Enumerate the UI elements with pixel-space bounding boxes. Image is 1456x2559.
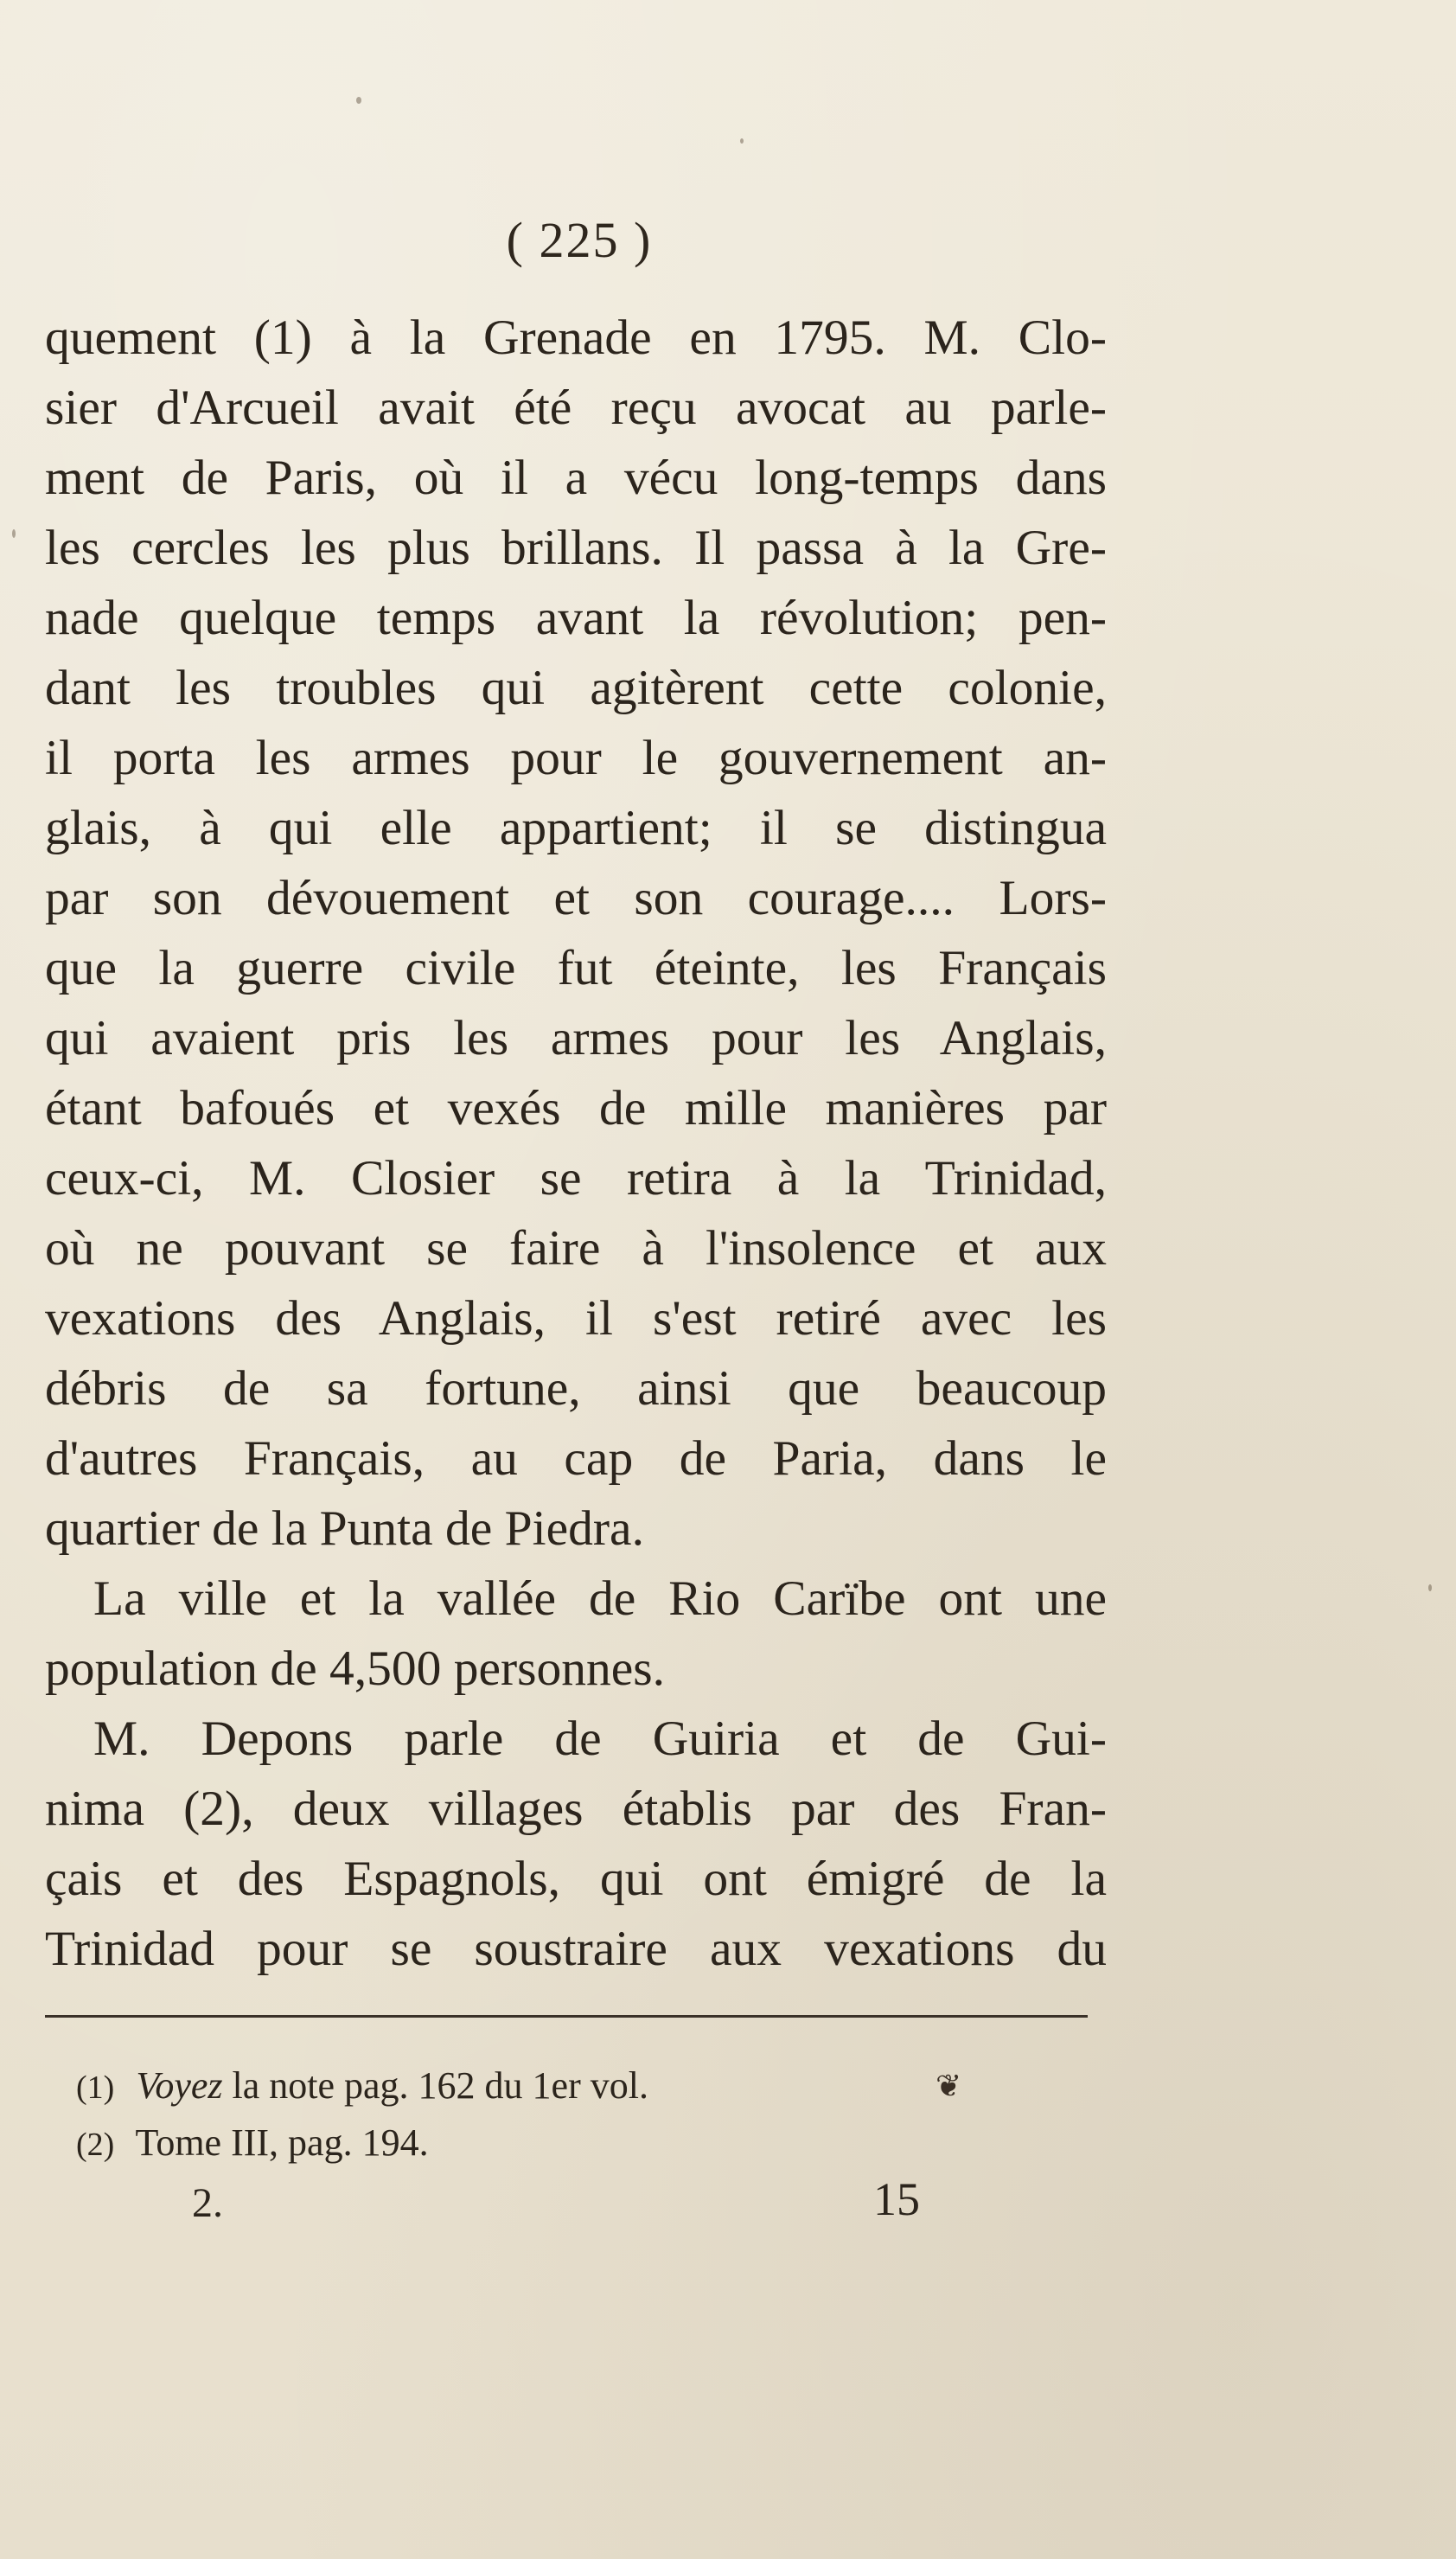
paper-speck (1428, 1584, 1432, 1591)
body-text (45, 303, 1107, 1984)
footnotes (76, 2058, 1027, 2172)
text-line: sier d'Arcueil avait été reçu avocat au parle- (45, 381, 1107, 435)
text-line: d'autres Français, au cap de Paria, dans le (45, 1431, 1107, 1486)
signature-mark: 2. (192, 2180, 223, 2226)
text-line: ceux-ci, M. Closier se retira à la Trinidad, (45, 1151, 1107, 1206)
paper-speck (12, 529, 16, 538)
gathering-number: 15 (873, 2173, 920, 2225)
paper-speck (356, 97, 361, 104)
text-line: M. Depons parle de Guiria et de Gui- (93, 1711, 1107, 1766)
text-line: étant bafoués et vexés de mille manières par (45, 1081, 1107, 1136)
text-line: La ville et la vallée de Rio Carïbe ont une (93, 1571, 1107, 1626)
text-line: les cercles les plus brillans. Il passa à la Gre- (45, 521, 1107, 575)
text-line: nade quelque temps avant la révolution; pen- (45, 591, 1107, 645)
text-line: ment de Paris, où il a vécu long-temps dans (45, 451, 1107, 505)
footnote-divider (45, 2015, 1088, 2018)
page-number: ( 225 ) (506, 212, 653, 268)
footnote-text: Tome III, pag. 194. (135, 2121, 429, 2164)
text-line: il porta les armes pour le gouvernement an- (45, 731, 1107, 785)
text-line: glais, à qui elle appartient; il se distingua (45, 801, 1107, 855)
footnote (76, 2058, 1027, 2115)
text-line: nima (2), deux villages établis par des Fran- (45, 1782, 1107, 1836)
text-line: vexations des Anglais, il s'est retiré avec les (45, 1291, 1107, 1346)
footnote-marker: (2) (76, 2127, 115, 2163)
footnote-reference: Voyez (136, 2064, 223, 2107)
text-line: que la guerre civile fut éteinte, les Français (45, 941, 1107, 995)
text-line: par son dévouement et son courage.... Lors- (45, 871, 1107, 925)
footnote-text: la note pag. 162 du 1er vol. (232, 2064, 648, 2107)
paper-speck (740, 138, 744, 144)
footnote (76, 2115, 1027, 2172)
text-line: quement (1) à la Grenade en 1795. M. Clo- (45, 310, 1107, 365)
text-line: Trinidad pour se soustraire aux vexations du (45, 1922, 1107, 1976)
text-line: population de 4,500 personnes. (45, 1641, 666, 1696)
text-line: çais et des Espagnols, qui ont émigré de la (45, 1852, 1107, 1906)
text-line: où ne pouvant se faire à l'insolence et aux (45, 1221, 1107, 1276)
text-line: débris de sa fortune, ainsi que beaucoup (45, 1361, 1107, 1416)
ink-blot-icon: ❦ (936, 2069, 962, 2104)
footnote-marker: (1) (76, 2070, 115, 2106)
text-line: dant les troubles qui agitèrent cette colonie, (45, 661, 1107, 715)
text-line: quartier de la Punta de Piedra. (45, 1501, 644, 1556)
text-line: qui avaient pris les armes pour les Anglais, (45, 1011, 1107, 1065)
